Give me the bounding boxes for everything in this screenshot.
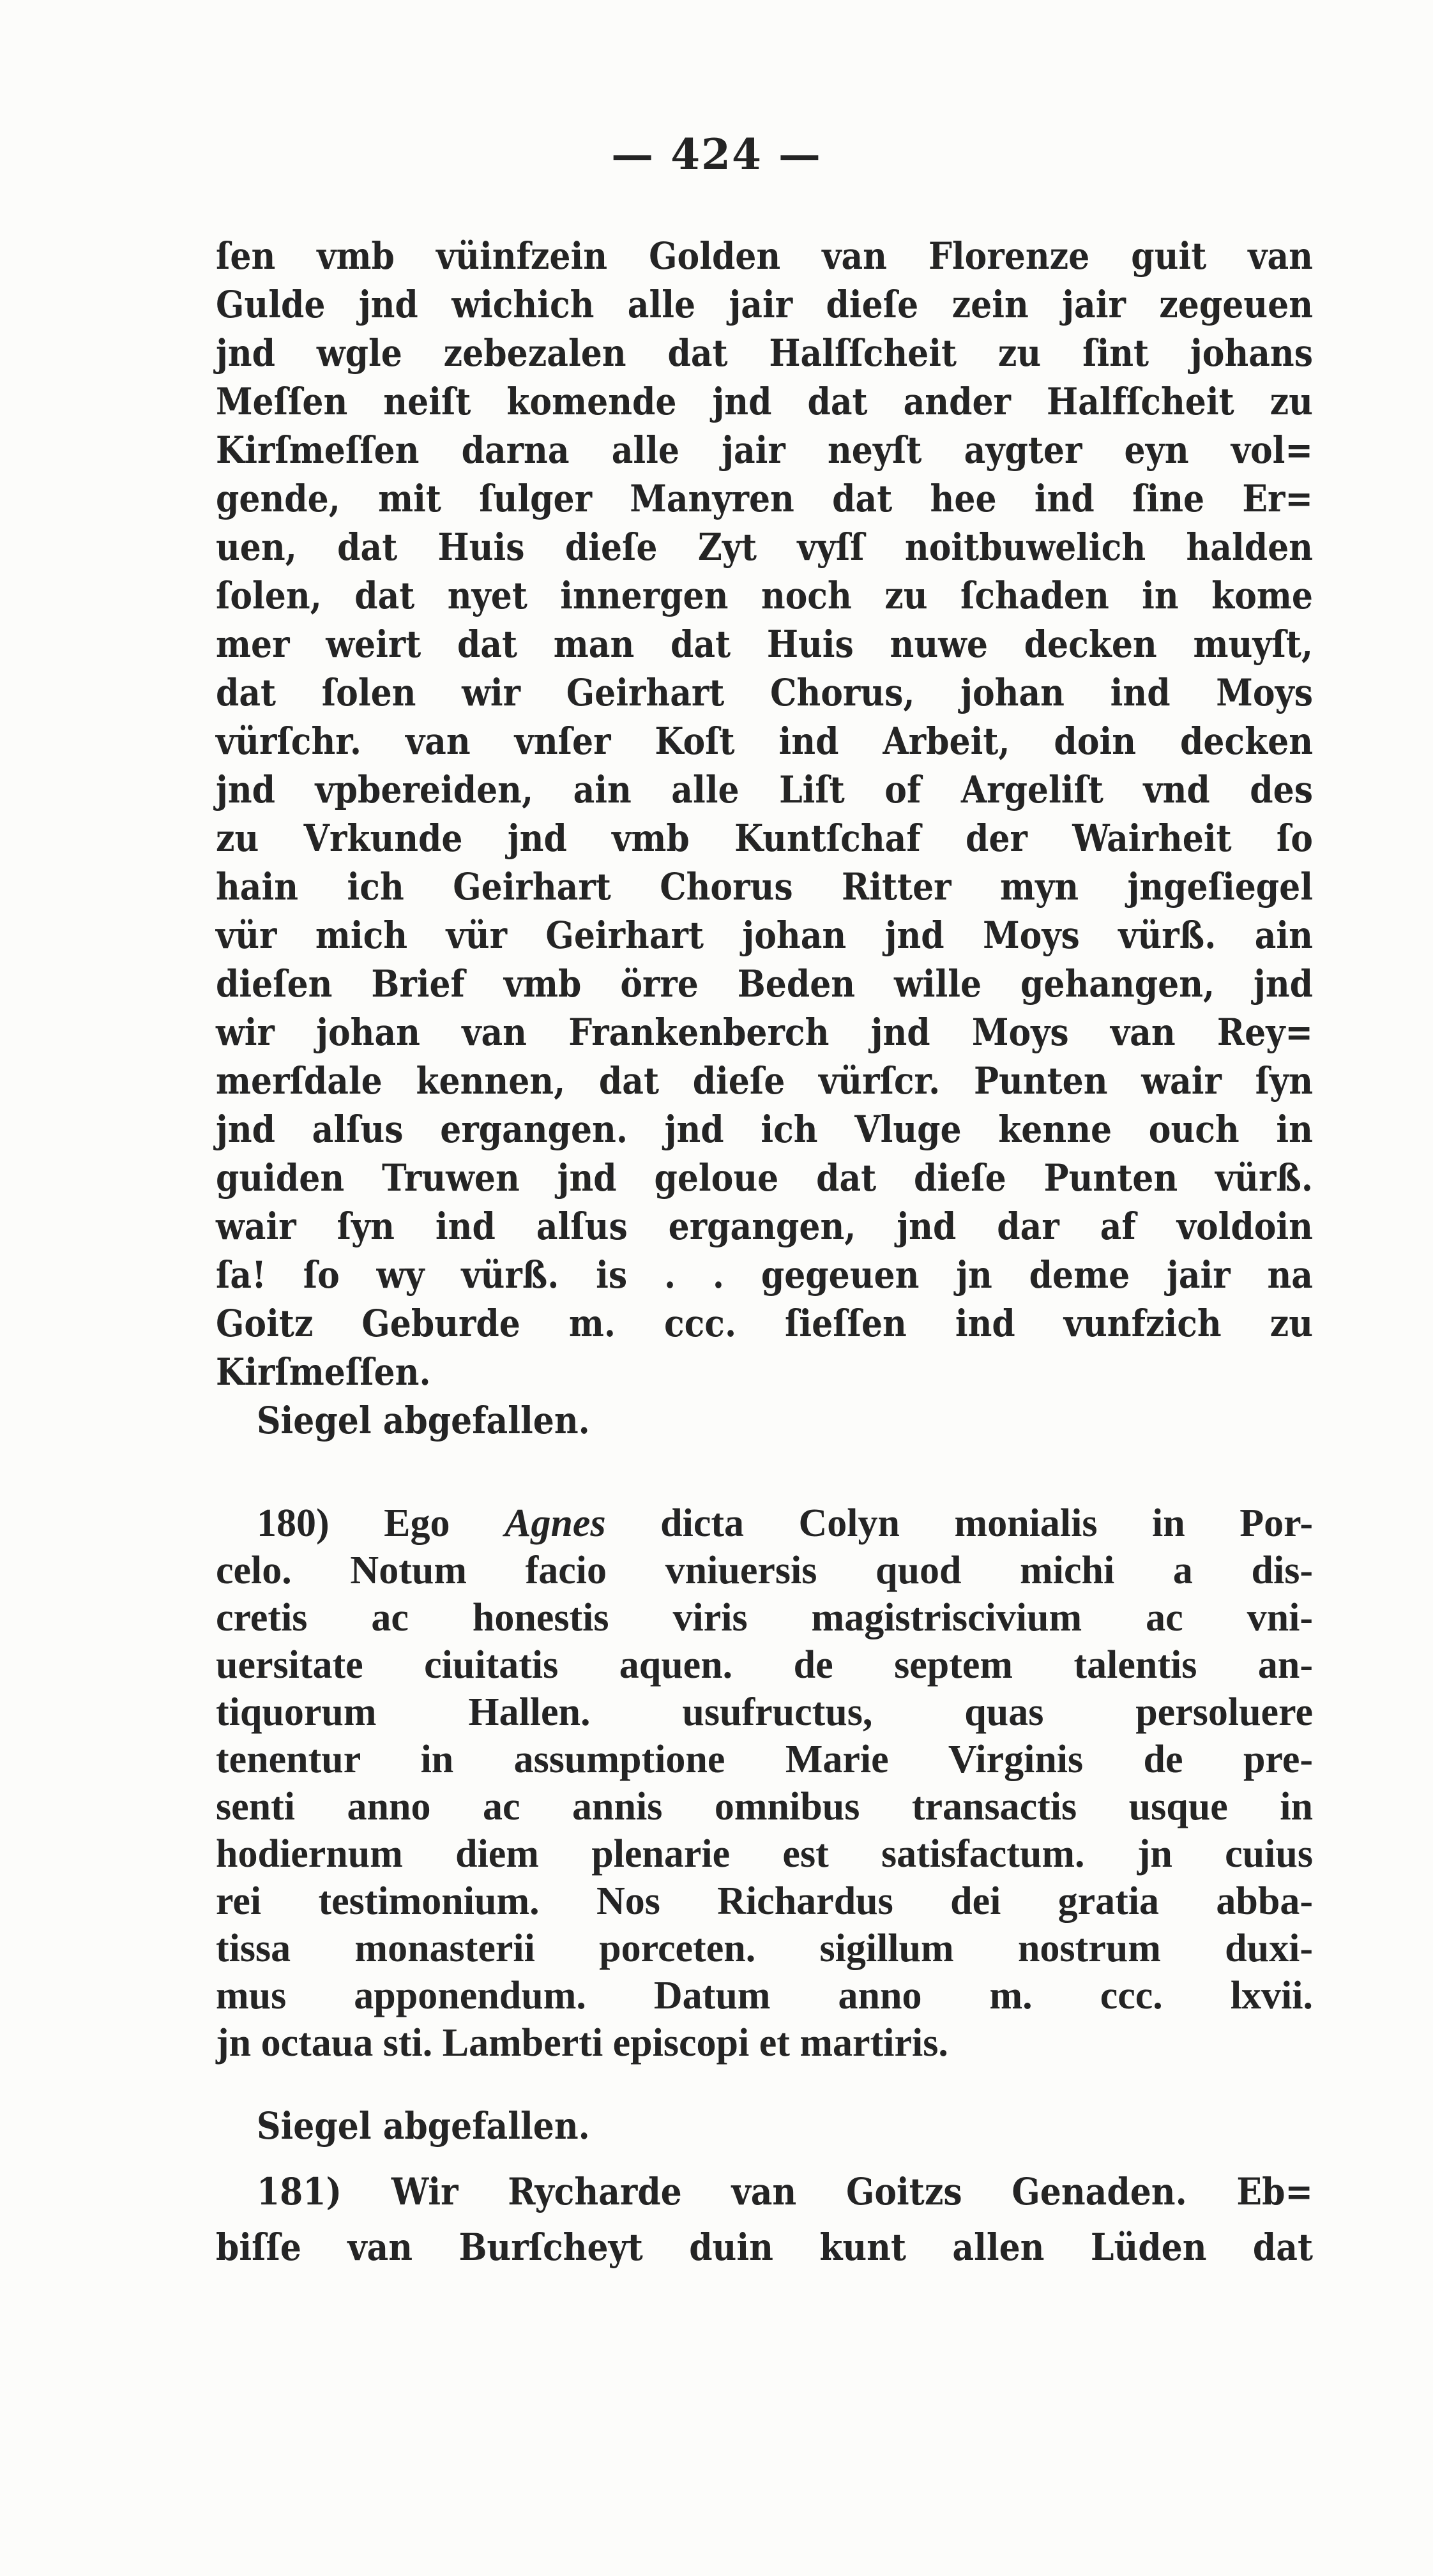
- entry-start-line: 181) Wir Rycharde van Goitzs Genaden. Eb=: [257, 2170, 1313, 2214]
- text-line: Gulde jnd wichich alle jair dieſe zein jair zegeuen: [216, 283, 1313, 327]
- page-number: — 424 —: [611, 130, 822, 179]
- text-line: jnd wgle zebezalen dat Halſſcheit zu ſint johans: [216, 331, 1313, 375]
- text-line: senti anno ac annis omnibus transactis usque in: [216, 1785, 1313, 1828]
- text-line: rei testimonium. Nos Richardus dei gratia abba-: [216, 1879, 1313, 1923]
- text-line: zu Vrkunde jnd vmb Kuntſchaf der Wairheit ſo: [216, 817, 1313, 861]
- text-segment: dicta Colyn monialis in Por-: [605, 1502, 1314, 1545]
- text-line: Meſſen neiſt komende jnd dat ander Halfſcheit zu: [216, 380, 1313, 424]
- text-line: vürſchr. van vnſer Koſt ind Arbeit, doin decken: [216, 719, 1313, 764]
- text-line: dieſen Brief vmb örre Beden wille gehangen, jnd: [216, 962, 1313, 1006]
- text-line: celo. Notum facio vniuersis quod michi a dis-: [216, 1549, 1313, 1592]
- text-line: ſen vmb vüinfzein Golden van Florenze guit van: [216, 234, 1313, 278]
- text-line: uen, dat Huis dieſe Zyt vyſſ noitbuwelich halden: [216, 525, 1313, 569]
- text-line: tenentur in assumptione Marie Virginis de pre-: [216, 1738, 1313, 1781]
- text-line: biſſe van Burſcheyt duin kunt allen Lüden dat: [216, 2226, 1313, 2270]
- text-line: guiden Truwen jnd geloue dat dieſe Punten vürß.: [216, 1156, 1313, 1200]
- text-line: hain ich Geirhart Chorus Ritter myn jngeſiegel: [216, 865, 1313, 909]
- text-line: dat ſolen wir Geirhart Chorus, johan ind Moys: [216, 671, 1313, 715]
- text-line: ſolen, dat nyet innergen noch zu ſchaden in kome: [216, 574, 1313, 618]
- text-line: uersitate ciuitatis aquen. de septem talentis an-: [216, 1643, 1313, 1687]
- text-line: wir johan van Frankenberch jnd Moys van Rey=: [216, 1011, 1313, 1055]
- text-line: Goitz Geburde m. ccc. ſieſſen ind vunfzich zu: [216, 1302, 1313, 1346]
- text-line: gende, mit ſulger Manyren dat hee ind ſine Er=: [216, 477, 1313, 521]
- entry-start-line: [216, 1498, 1313, 1549]
- text-line: ſa! ſo wy vürß. is . . gegeuen jn deme jair na: [216, 1253, 1313, 1297]
- text-line: Siegel abgefallen.: [257, 1399, 590, 1443]
- text-line: hodiernum diem plenarie est satisfactum. jn cuius: [216, 1832, 1313, 1876]
- text-line: jnd alſus ergangen. jnd ich Vluge kenne ouch in: [216, 1108, 1313, 1152]
- text-segment: 180) Ego: [257, 1502, 505, 1545]
- text-line: Kirſmeſſen darna alle jair neyſt aygter eyn vol=: [216, 428, 1313, 472]
- text-line: mer weirt dat man dat Huis nuwe decken muyſt,: [216, 622, 1313, 667]
- text-line: wair ſyn ind alſus ergangen, jnd dar af voldoin: [216, 1205, 1313, 1249]
- text-line: jnd vpbereiden, ain alle Liſt of Argeliſt vnd des: [216, 768, 1313, 812]
- text-line: tiquorum Hallen. usufructus, quas persoluere: [216, 1691, 1313, 1734]
- italic-name: Agnes: [504, 1502, 606, 1545]
- text-line: tissa monasterii porceten. sigillum nostrum duxi-: [216, 1927, 1313, 1970]
- text-line: jn octaua sti. Lamberti episcopi et martiris.: [216, 2021, 948, 2065]
- text-line: Kirſmeſſen.: [216, 1350, 431, 1394]
- text-line: merſdale kennen, dat dieſe vürſcr. Punten wair ſyn: [216, 1059, 1313, 1103]
- text-line: Siegel abgefallen.: [257, 2104, 590, 2148]
- text-line: mus apponendum. Datum anno m. ccc. lxvii.: [216, 1974, 1313, 2017]
- text-line: cretis ac honestis viris magistriscivium ac vni-: [216, 1596, 1313, 1639]
- text-line: vür mich vür Geirhart johan jnd Moys vürß. ain: [216, 914, 1313, 958]
